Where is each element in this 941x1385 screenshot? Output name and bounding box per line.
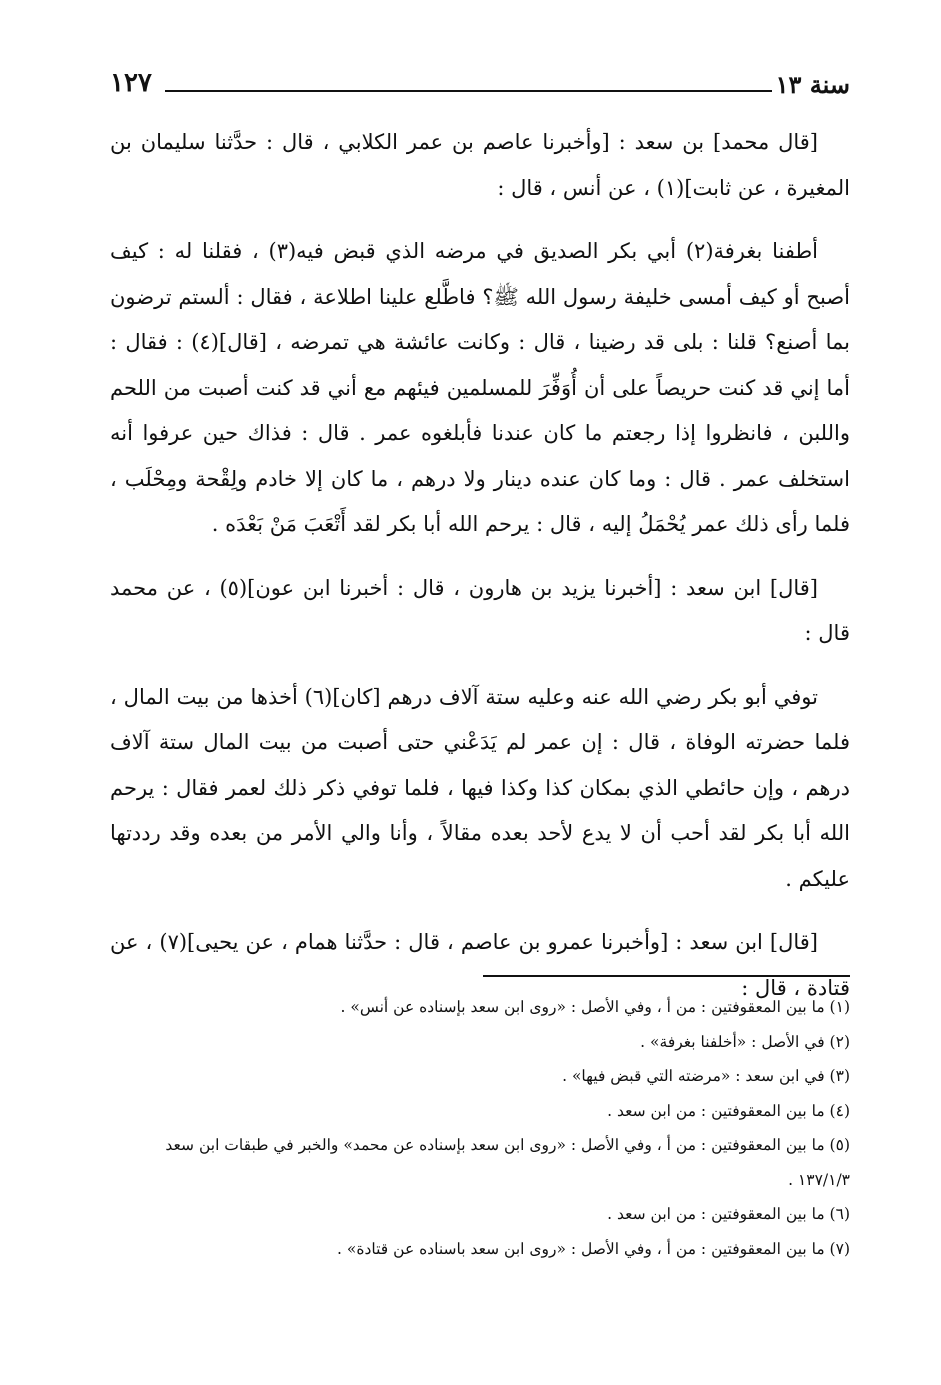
paragraph-3: [قال] ابن سعد : [أخبرنا يزيد بن هارون ، قال : أخبرنا ابن عون](٥) ، عن محمد قال : bbox=[110, 575, 850, 645]
header-rule bbox=[165, 90, 772, 92]
page-number: ١٢٧ bbox=[110, 68, 152, 98]
paragraph-2: أطفنا بغرفة(٢) أبي بكر الصديق في مرضه الذي قبض فيه(٣) ، فقلنا له : كيف أصبح أو كيف أمسى خليفة رسول الله ﷺ؟ فاطَّلع علينا اطلاعة ، فقال : ألستم ترضون بما أصنع؟ قلنا : بلى قد رضينا ، قال : وكانت عائشة هي تمرضه ، [قال](٤) : فقال : أما إني قد كنت حريصاً على أن أُوَفِّرَ للمسلمين فيئهم مع أني قد كنت أصبت من اللحم واللبن ، فانظروا إذا رجعتم ما كان عندنا فأبلغوه عمر . قال : فذاك حين عرفوا أنه استخلف عمر . قال : وما كان عنده دينار ولا درهم ، ما كان إلا خادم ولِقْحة ومِحْلَب ، فلما رأى ذلك عمر يُحْمَلُ إليه ، قال : يرحم الله أبا بكر لقد أَتْعَبَ مَنْ بَعْدَه . bbox=[110, 239, 851, 536]
main-text bbox=[110, 120, 850, 1025]
footnotes bbox=[110, 990, 850, 1266]
footnote-6: (٦) ما بين المعقوفتين : من ابن سعد . bbox=[607, 1205, 850, 1223]
footnote-7: (٧) ما بين المعقوفتين : من أ ، وفي الأصل : «روى ابن سعد باسناده عن قتادة» . bbox=[337, 1239, 850, 1258]
paragraph-5: [قال] ابن سعد : [وأخبرنا عمرو بن عاصم ، قال : حدَّثنا همام ، عن يحيى](٧) ، عن قتادة ، قال : bbox=[110, 930, 850, 1000]
footnotes-divider bbox=[483, 975, 850, 977]
paragraph-1: [قال محمد] بن سعد : [وأخبرنا عاصم بن عمر الكلابي ، قال : حدَّثنا سليمان بن المغيرة ، عن ثابت](١) ، عن أنس ، قال : bbox=[110, 130, 850, 200]
header-year-label: سنة ١٣ bbox=[775, 70, 850, 99]
footnote-5: (٥) ما بين المعقوفتين : من أ ، وفي الأصل : «روى ابن سعد بإسناده عن محمد» والخبر في طبقات ابن سعد ١٣٧/١/٣ . bbox=[165, 1136, 850, 1189]
footnote-2: (٢) في الأصل : «أخلفنا بغرفة» . bbox=[640, 1032, 850, 1051]
footnote-1: (١) ما بين المعقوفتين : من أ ، وفي الأصل : «روى ابن سعد بإسناده عن أنس» . bbox=[340, 998, 850, 1016]
footnote-3: (٣) في ابن سعد : «مرضته التي قبض فيها» . bbox=[562, 1067, 850, 1085]
paragraph-4: توفي أبو بكر رضي الله عنه وعليه ستة آلاف درهم [كان](٦) أخذها من بيت المال ، فلما حضرته الوفاة ، قال : إن عمر لم يَدَعْني حتى أصبت من بيت المال ستة آلاف درهم ، وإن حائطي الذي بمكان كذا وكذا فيها ، فلما توفي ذكر ذلك لعمر فقال : يرحم الله أبا بكر لقد أحب أن لا يدع لأحد بعده مقالاً ، وأنا والي الأمر من بعده وقد رددتها عليكم . bbox=[110, 684, 850, 891]
running-header bbox=[110, 68, 850, 108]
footnote-4: (٤) ما بين المعقوفتين : من ابن سعد . bbox=[607, 1101, 850, 1120]
